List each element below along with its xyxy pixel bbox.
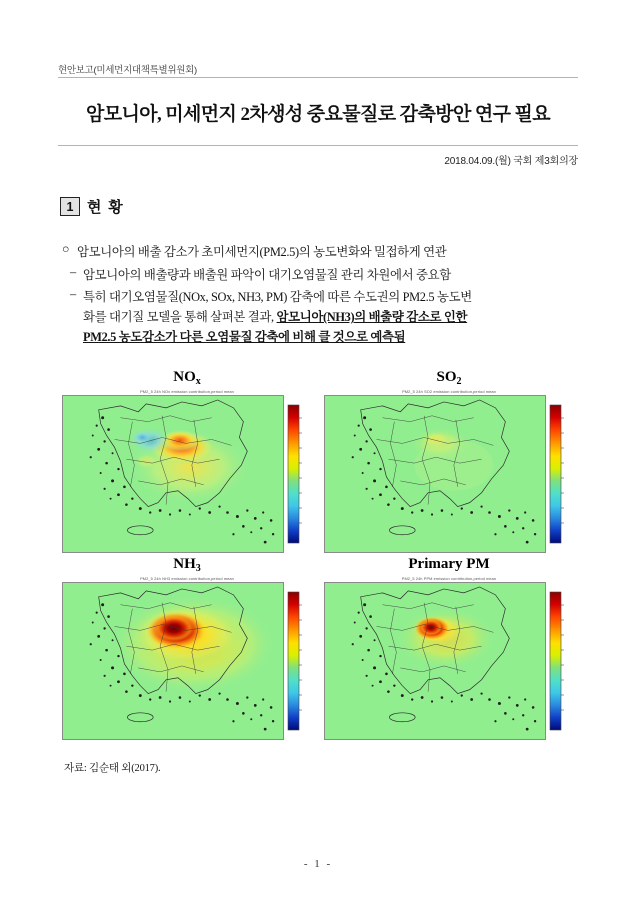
bullet-item [62, 287, 578, 347]
title-divider [58, 145, 578, 146]
figure-panel-grid [62, 370, 574, 740]
bullet-marker-circle: ○ [62, 242, 70, 256]
figure-source: 자료: 김순태 외(2017). [64, 763, 161, 774]
map-nox [62, 395, 284, 553]
panel-body-nh3 [62, 582, 312, 740]
panel-subtitle-nh3: PM2_5 24h NH3 emission contribution,period mean [140, 576, 234, 581]
bullet-marker-dash: – [70, 287, 76, 302]
figure-block [62, 370, 574, 778]
bullet-line-2-emphasis: 암모니아(NH3)의 배출량 감소로 인한 [276, 310, 468, 325]
bullet-text [83, 287, 578, 347]
bullet-item [62, 265, 578, 285]
bullet-item [62, 242, 578, 262]
map-so2 [324, 395, 546, 553]
section-number-box: 1 [60, 197, 80, 216]
panel-body-primary-pm [324, 582, 574, 740]
panel-nh3 [62, 557, 312, 740]
header-divider [58, 77, 578, 78]
panel-subtitle-so2: PM2_5 24h SO2 emission contribution,period mean [402, 389, 496, 394]
bullet-line-3-emphasis: PM2.5 농도감소가 다른 오염물질 감축에 비해 클 것으로 예측됨 [83, 330, 406, 345]
body-content [62, 242, 578, 349]
bullet-marker-dash: – [70, 265, 76, 280]
bullet-text: 암모니아의 배출 감소가 초미세먼지(PM2.5)의 농도변화와 밀접하게 연관 [77, 245, 447, 259]
panel-title-so2: $SO_2$ [436, 369, 462, 387]
panel-body-nox [62, 395, 312, 553]
panel-primary-pm [324, 557, 574, 740]
panel-body-so2 [324, 395, 574, 553]
page-title: 암모니아, 미세먼지 2차생성 중요물질로 감축방안 연구 필요 [85, 104, 551, 125]
section-heading [60, 196, 124, 217]
page-number: - 1 - [303, 858, 333, 870]
panel-title-nox: $NO_x$ [173, 369, 201, 387]
map-primary-pm [324, 582, 546, 740]
panel-title-primary-pm: Primary PM [408, 556, 490, 572]
panel-title-nh3: $NH_3$ [173, 556, 201, 574]
panel-nox [62, 370, 312, 553]
bullet-text: 암모니아의 배출량과 배출원 파악이 대기오염물질 관리 차원에서 중요함 [83, 268, 451, 283]
bullet-line-1: 특히 대기오염물질(NOx, SOx, NH3, PM) 감축에 따른 수도권의 PM2.5 농도변 [83, 290, 472, 305]
document-date: 2018.04.09.(월) 국회 제3회의장 [444, 156, 578, 167]
colorbar-nox [286, 403, 312, 545]
colorbar-primary-pm [548, 590, 574, 732]
panel-so2 [324, 370, 574, 553]
section-title: 현 황 [87, 200, 125, 216]
panel-subtitle-primary-pm: PM2_5 24h PPM emission contribution,period mean [401, 576, 497, 581]
map-nh3 [62, 582, 284, 740]
colorbar-nh3 [286, 590, 312, 732]
panel-subtitle-nox: PM2_5 24h NOx emission contribution,period mean [140, 389, 234, 394]
bullet-line-2-plain: 화를 대기질 모델을 통해 살펴본 결과, [83, 310, 277, 325]
running-header: 현안보고(미세먼지대책특별위원회) [58, 65, 197, 76]
colorbar-so2 [548, 403, 574, 545]
